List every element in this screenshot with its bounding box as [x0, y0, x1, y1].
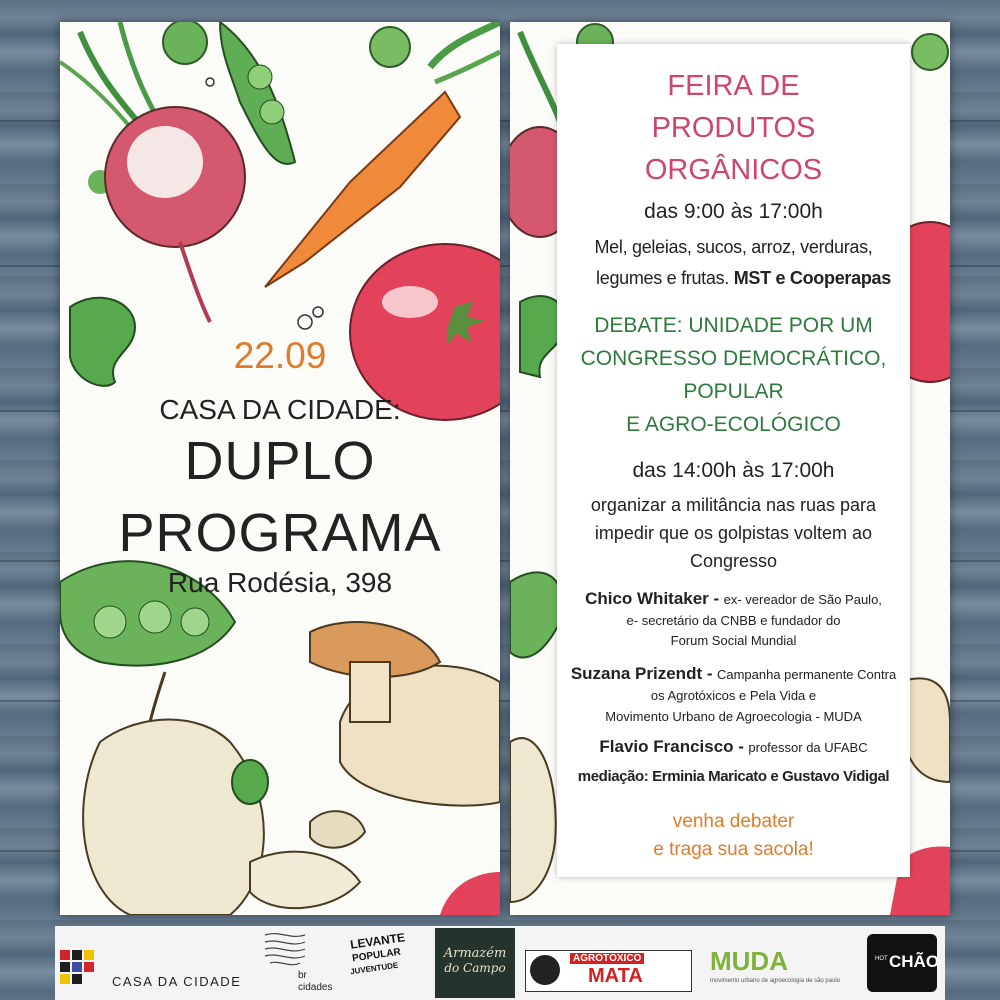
do-campo-text: do Campo — [444, 961, 506, 975]
fair-time: das 9:00 às 17:00h — [644, 200, 823, 223]
speaker-1-desc-2: e- secretário da CNBB e fundador do — [626, 613, 841, 628]
speaker-2-name: Suzana Prizendt - — [570, 664, 713, 683]
br-cidades-logo — [260, 930, 340, 996]
levante-popular-logo — [350, 928, 410, 998]
debate-title-line-1: DEBATE: UNIDADE POR UM — [594, 314, 873, 337]
closing-line-2: e traga sua sacola! — [653, 839, 814, 860]
title-line-2: PROGRAMA — [118, 503, 442, 563]
casa-da-cidade-logo — [60, 950, 260, 990]
chao-logo — [867, 934, 940, 992]
debate-title-line-2: CONGRESSO DEMOCRÁTICO, — [580, 347, 887, 370]
speaker-1-line — [557, 589, 910, 609]
event-date: 22.09 — [233, 335, 327, 376]
closing-line-1: venha debater — [672, 811, 795, 832]
armazem-text: Armazém — [443, 946, 507, 961]
speaker-3-line — [557, 737, 910, 757]
agrotoxico-text: AGROTÓXICO — [570, 953, 644, 964]
speaker-1-desc-3: Forum Social Mundial — [670, 633, 797, 648]
venue-name: CASA DA CIDADE: — [159, 394, 401, 425]
speaker-2-line — [557, 664, 910, 684]
muda-logo — [700, 946, 850, 996]
speaker-3-name: Flavio Francisco - — [599, 737, 744, 756]
debate-title-line-4: E AGRO-ECOLÓGICO — [626, 413, 841, 436]
debate-desc-line-3: Congresso — [689, 551, 778, 571]
muda-subtitle: movimento urbano de agroecologia de são paulo — [710, 978, 841, 984]
fair-title-line-2: PRODUTOS — [651, 112, 816, 144]
casa-da-cidade-text: CASA DA CIDADE — [112, 974, 242, 989]
debate-title-line-3: POPULAR — [683, 380, 784, 403]
fair-products-line-2 — [567, 268, 920, 289]
debate-time: das 14:00h às 17:00h — [632, 459, 835, 482]
casa-grid-icon — [60, 950, 94, 984]
chao-small-text: HOT — [875, 956, 888, 962]
agrotoxico-mata-logo — [525, 950, 692, 992]
muda-text: MUDA — [710, 946, 788, 976]
fair-title-line-3: ORGÂNICOS — [644, 154, 823, 186]
speaker-1-name: Chico Whitaker - — [585, 589, 720, 608]
fair-products-line-1: Mel, geleias, sucos, arroz, verduras, — [594, 237, 873, 257]
br-text: br — [298, 970, 307, 981]
speaker-1-desc-1: ex- vereador de São Paulo, — [723, 592, 882, 607]
mediation: mediação: Erminia Maricato e Gustavo Vidigal — [577, 768, 890, 785]
debate-desc-line-1: organizar a militância nas ruas para — [590, 495, 877, 515]
juventude-text: JUVENTUDE — [349, 960, 399, 977]
chao-text: CHÃO — [889, 952, 940, 971]
armazem-do-campo-logo — [435, 928, 515, 998]
speaker-2-desc-2: os Agrotóxicos e Pela Vida e — [650, 688, 817, 703]
scribble-icon — [260, 930, 310, 974]
debate-desc-line-2: impedir que os golpistas voltem ao — [594, 523, 873, 543]
speaker-2-desc-1: Campanha permanente Contra — [716, 667, 897, 682]
partner-logos-strip — [55, 926, 945, 1000]
event-address: Rua Rodésia, 398 — [167, 567, 393, 598]
title-line-1: DUPLO — [184, 431, 376, 491]
levante-text: LEVANTE — [349, 930, 406, 952]
cidades-text: cidades — [298, 982, 333, 993]
speaker-2-desc-3: Movimento Urbano de Agroecologia - MUDA — [605, 709, 862, 724]
skull-icon — [530, 955, 560, 985]
popular-text: POPULAR — [351, 946, 402, 965]
fair-products-organizers: MST e Cooperapas — [733, 268, 891, 288]
fair-products-prefix: legumes e frutas. — [596, 268, 729, 288]
left-flyer-panel — [60, 22, 500, 915]
fair-title-line-1: FEIRA DE — [667, 70, 800, 102]
mata-text: MATA — [588, 965, 643, 987]
program-info-box — [557, 44, 910, 877]
speaker-3-desc: professor da UFABC — [748, 740, 868, 755]
